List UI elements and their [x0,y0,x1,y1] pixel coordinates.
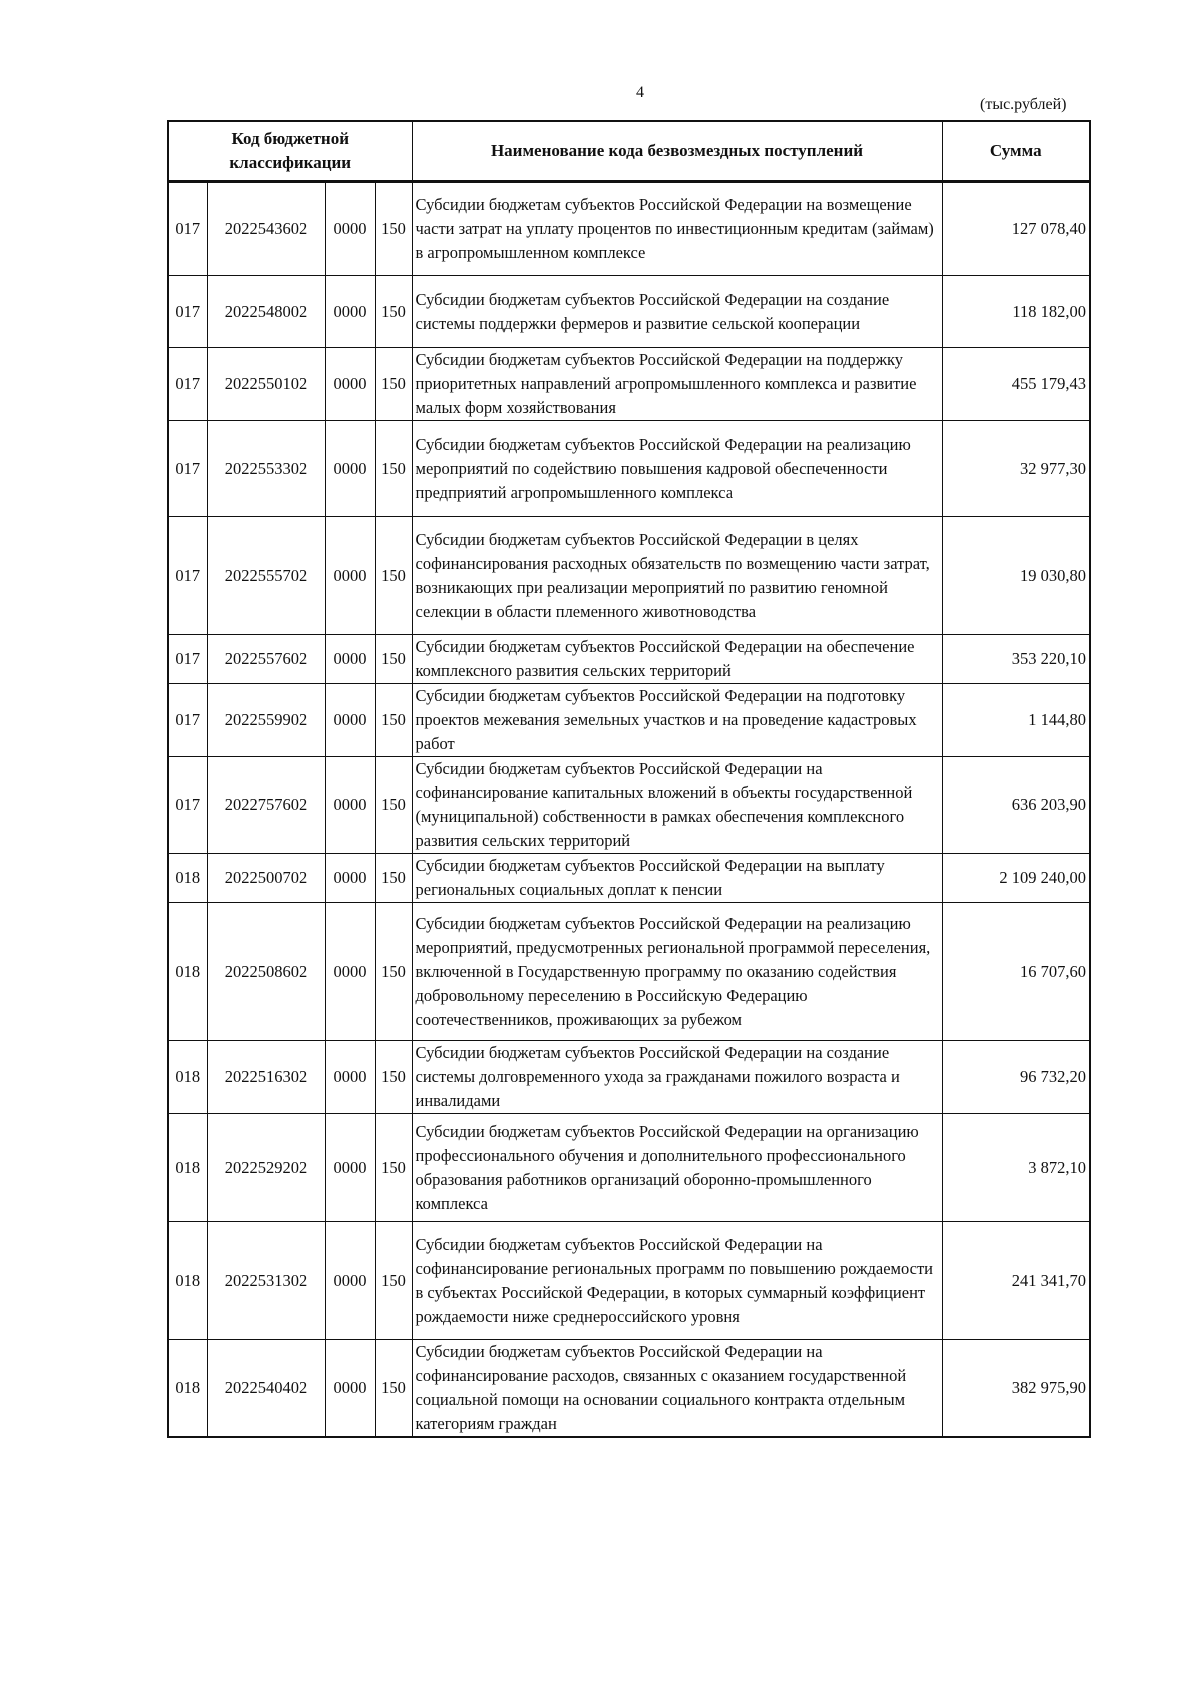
revenue-name-cell: Субсидии бюджетам субъектов Российской Федерации на подготовку проектов межевания земельных участков и на проведение кадастровых работ [412,684,942,757]
table-row [168,421,1090,517]
revenue-name-cell: Субсидии бюджетам субъектов Российской Федерации на обеспечение комплексного развития сельских территорий [412,635,942,684]
table-row [168,1114,1090,1222]
table-row [168,348,1090,421]
subprogram-code-cell: 0000 [325,1222,375,1340]
group-code-cell: 150 [375,684,412,757]
header-name: Наименование кода безвозмездных поступлений [412,121,942,182]
group-code-cell: 150 [375,1340,412,1438]
admin-code-cell: 017 [168,182,207,276]
table-row [168,182,1090,276]
amount-cell: 636 203,90 [942,757,1090,854]
admin-code-cell: 018 [168,1222,207,1340]
table-row [168,276,1090,348]
admin-code-cell: 017 [168,517,207,635]
classification-code-cell: 2022757602 [207,757,325,854]
group-code-cell: 150 [375,276,412,348]
group-code-cell: 150 [375,635,412,684]
classification-code-cell: 2022531302 [207,1222,325,1340]
admin-code-cell: 017 [168,757,207,854]
amount-cell: 96 732,20 [942,1041,1090,1114]
subprogram-code-cell: 0000 [325,757,375,854]
admin-code-cell: 017 [168,421,207,517]
group-code-cell: 150 [375,421,412,517]
group-code-cell: 150 [375,903,412,1041]
budget-table [167,120,1091,1438]
subprogram-code-cell: 0000 [325,635,375,684]
group-code-cell: 150 [375,182,412,276]
admin-code-cell: 017 [168,635,207,684]
subprogram-code-cell: 0000 [325,421,375,517]
amount-cell: 118 182,00 [942,276,1090,348]
classification-code-cell: 2022529202 [207,1114,325,1222]
admin-code-cell: 017 [168,684,207,757]
revenue-name-cell: Субсидии бюджетам субъектов Российской Федерации на выплату региональных социальных доплат к пенсии [412,854,942,903]
revenue-name-cell: Субсидии бюджетам субъектов Российской Федерации на софинансирование капитальных вложений в объекты государственной (муниципальной) собственности в рамках обеспечения комплексного развития сельских территорий [412,757,942,854]
subprogram-code-cell: 0000 [325,348,375,421]
subprogram-code-cell: 0000 [325,903,375,1041]
subprogram-code-cell: 0000 [325,1340,375,1438]
amount-cell: 2 109 240,00 [942,854,1090,903]
revenue-name-cell: Субсидии бюджетам субъектов Российской Федерации в целях софинансирования расходных обязательств по возмещению части затрат, возникающих при реализации мероприятий по развитию геномной селекции в области племенного животноводства [412,517,942,635]
amount-cell: 353 220,10 [942,635,1090,684]
group-code-cell: 150 [375,1041,412,1114]
subprogram-code-cell: 0000 [325,276,375,348]
table-row [168,1222,1090,1340]
amount-cell: 127 078,40 [942,182,1090,276]
amount-cell: 382 975,90 [942,1340,1090,1438]
group-code-cell: 150 [375,517,412,635]
group-code-cell: 150 [375,1114,412,1222]
table-row [168,684,1090,757]
group-code-cell: 150 [375,348,412,421]
classification-code-cell: 2022548002 [207,276,325,348]
amount-cell: 241 341,70 [942,1222,1090,1340]
revenue-name-cell: Субсидии бюджетам субъектов Российской Федерации на создание системы долговременного ухода за гражданами пожилого возраста и инвалидами [412,1041,942,1114]
admin-code-cell: 017 [168,276,207,348]
revenue-name-cell: Субсидии бюджетам субъектов Российской Федерации на софинансирование региональных программ по повышению рождаемости в субъектах Российской Федерации, в которых суммарный коэффициент рождаемости ниже среднероссийского уровня [412,1222,942,1340]
table-row [168,757,1090,854]
admin-code-cell: 018 [168,1114,207,1222]
admin-code-cell: 018 [168,854,207,903]
amount-cell: 455 179,43 [942,348,1090,421]
classification-code-cell: 2022500702 [207,854,325,903]
classification-code-cell: 2022555702 [207,517,325,635]
amount-cell: 1 144,80 [942,684,1090,757]
table-row [168,903,1090,1041]
group-code-cell: 150 [375,757,412,854]
subprogram-code-cell: 0000 [325,1041,375,1114]
revenue-name-cell: Субсидии бюджетам субъектов Российской Федерации на создание системы поддержки фермеров и развитие сельской кооперации [412,276,942,348]
group-code-cell: 150 [375,1222,412,1340]
table-header-row [168,121,1090,182]
subprogram-code-cell: 0000 [325,182,375,276]
classification-code-cell: 2022540402 [207,1340,325,1438]
admin-code-cell: 018 [168,1340,207,1438]
amount-cell: 16 707,60 [942,903,1090,1041]
admin-code-cell: 018 [168,903,207,1041]
table-row [168,854,1090,903]
table-row [168,517,1090,635]
classification-code-cell: 2022557602 [207,635,325,684]
admin-code-cell: 018 [168,1041,207,1114]
revenue-name-cell: Субсидии бюджетам субъектов Российской Федерации на поддержку приоритетных направлений агропромышленного комплекса и развитие малых форм хозяйствования [412,348,942,421]
amount-cell: 19 030,80 [942,517,1090,635]
units-label: (тыс.рублей) [980,96,1067,113]
classification-code-cell: 2022553302 [207,421,325,517]
header-code: Код бюджетной классификации [168,121,412,182]
classification-code-cell: 2022508602 [207,903,325,1041]
revenue-name-cell: Субсидии бюджетам субъектов Российской Федерации на софинансирование расходов, связанных с оказанием государственной социальной помощи на основании социального контракта отдельным категориям граждан [412,1340,942,1438]
subprogram-code-cell: 0000 [325,517,375,635]
classification-code-cell: 2022543602 [207,182,325,276]
subprogram-code-cell: 0000 [325,684,375,757]
classification-code-cell: 2022550102 [207,348,325,421]
classification-code-cell: 2022559902 [207,684,325,757]
amount-cell: 3 872,10 [942,1114,1090,1222]
subprogram-code-cell: 0000 [325,1114,375,1222]
revenue-name-cell: Субсидии бюджетам субъектов Российской Федерации на реализацию мероприятий по содействию повышения кадровой обеспеченности предприятий агропромышленного комплекса [412,421,942,517]
page-number: 4 [636,84,644,101]
table-body [168,182,1090,1438]
table-row [168,635,1090,684]
amount-cell: 32 977,30 [942,421,1090,517]
revenue-name-cell: Субсидии бюджетам субъектов Российской Федерации на реализацию мероприятий, предусмотренных региональной программой переселения, включенной в Государственную программу по оказанию содействия добровольному переселению в Российскую Федерацию соотечественников, проживающих за рубежом [412,903,942,1041]
classification-code-cell: 2022516302 [207,1041,325,1114]
group-code-cell: 150 [375,854,412,903]
revenue-name-cell: Субсидии бюджетам субъектов Российской Федерации на организацию профессионального обучения и дополнительного профессионального образования работников организаций оборонно-промышленного комплекса [412,1114,942,1222]
table-row [168,1041,1090,1114]
subprogram-code-cell: 0000 [325,854,375,903]
revenue-name-cell: Субсидии бюджетам субъектов Российской Федерации на возмещение части затрат на уплату процентов по инвестиционным кредитам (займам) в агропромышленном комплексе [412,182,942,276]
table-row [168,1340,1090,1438]
header-sum: Сумма [942,121,1090,182]
admin-code-cell: 017 [168,348,207,421]
